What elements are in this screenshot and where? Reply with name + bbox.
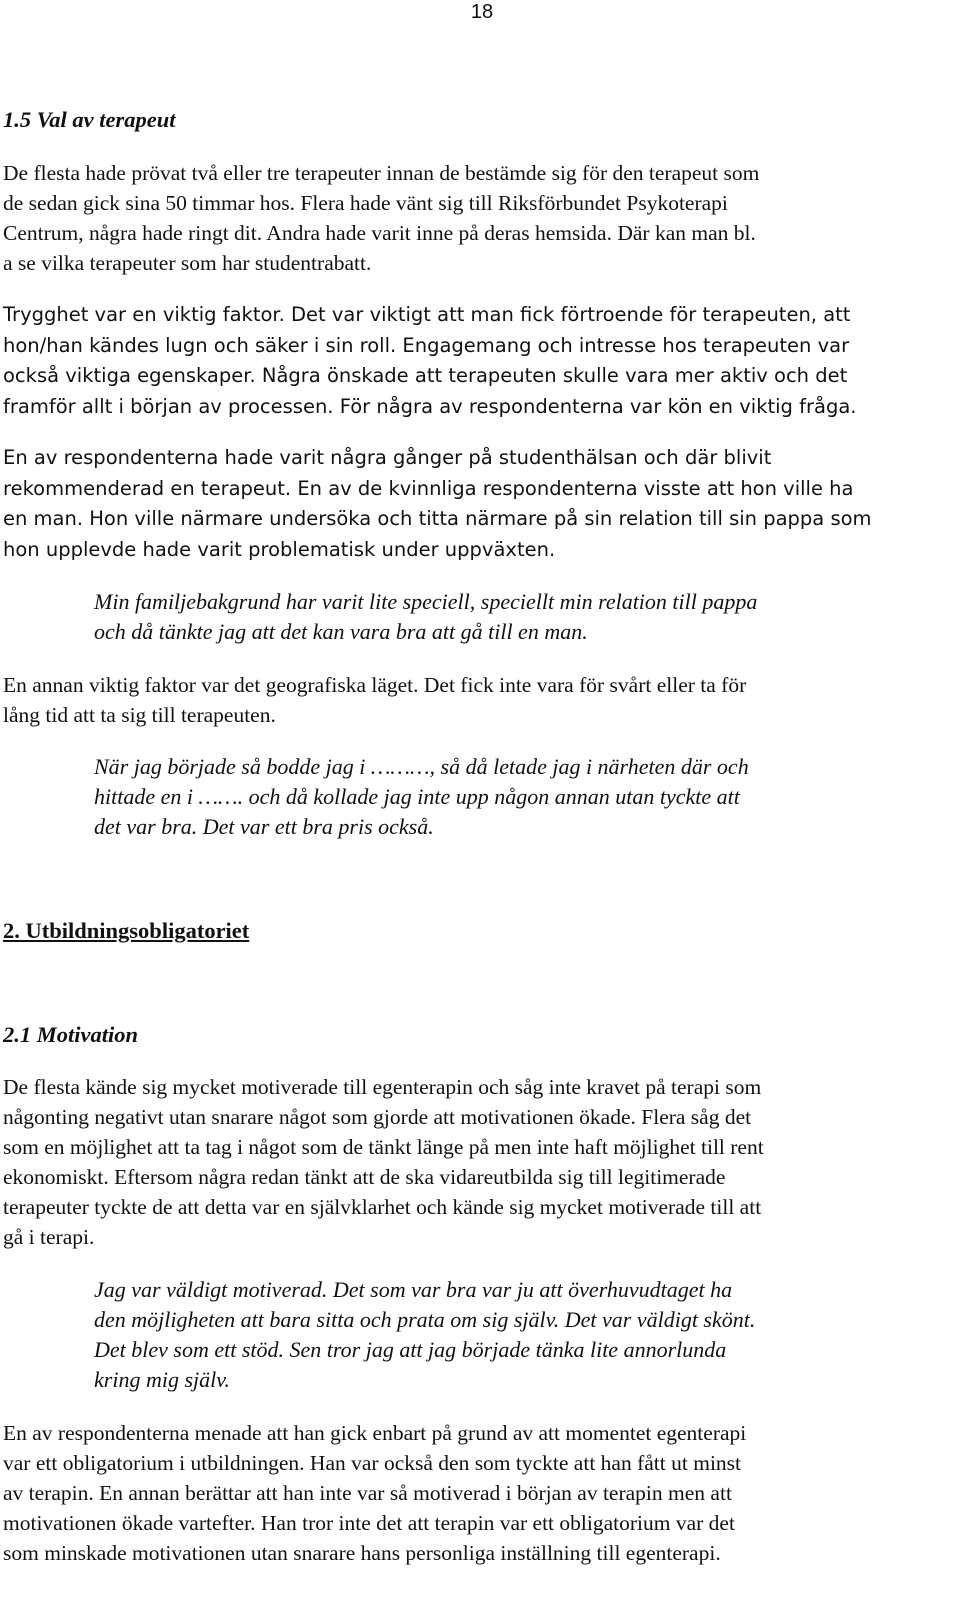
text-line: terapeuter tyckte de att detta var en självklarhet och kände sig mycket motiverade till att: [3, 1195, 762, 1219]
text-line: De flesta kände sig mycket motiverade till egenterapin och såg inte kravet på terapi som: [3, 1075, 762, 1099]
text-line: a se vilka terapeuter som har studentrabatt.: [3, 251, 372, 275]
quote-line: Jag var väldigt motiverad. Det som var bra var ju att överhuvudtaget ha: [94, 1277, 733, 1302]
text-line: också viktiga egenskaper. Några önskade att terapeuten skulle vara mer aktiv och det: [3, 364, 848, 387]
text-line: en man. Hon ville närmare undersöka och titta närmare på sin relation till sin pappa som: [3, 507, 872, 530]
text-line: av terapin. En annan berättar att han inte var så motiverad i början av terapin men att: [3, 1481, 732, 1505]
text-line: hon upplevde hade varit problematisk under uppväxten.: [3, 537, 556, 561]
paragraph-2-1-2: [3, 1418, 746, 1568]
text-line: En av respondenterna menade att han gick enbart på grund av att momentet egenterapi: [3, 1421, 747, 1445]
quote-line: den möjligheten att bara sitta och prata om sig själv. Det var väldigt skönt.: [94, 1307, 756, 1332]
text-line: var ett obligatorium i utbildningen. Han var också den som tyckte att han fått ut minst: [3, 1451, 742, 1475]
quote-line: och då tänkte jag att det kan vara bra att gå till en man.: [94, 619, 588, 644]
text-line: Trygghet var en viktig faktor. Det var viktigt att man fick förtroende för terapeuten, att: [3, 303, 851, 326]
page-number: 18: [470, 1, 494, 23]
text-line: de sedan gick sina 50 timmar hos. Flera hade vänt sig till Riksförbundet Psykoterapi: [3, 191, 728, 215]
text-line: gå i terapi.: [3, 1225, 95, 1249]
text-line: motivationen ökade vartefter. Han tror inte det att terapin var ett obligatorium var det: [3, 1511, 735, 1535]
paragraph-2-1-1: [3, 1072, 764, 1252]
text-line: En av respondenterna hade varit några gånger på studenthälsan och där blivit: [3, 446, 772, 469]
paragraph-1-5-1: [3, 158, 759, 278]
text-line: lång tid att ta sig till terapeuten.: [3, 703, 276, 727]
text-line: ekonomiskt. Eftersom några redan tänkt att de ska vidareutbilda sig till legitimerade: [3, 1165, 726, 1189]
quote-1-5-2: [94, 752, 749, 842]
quote-line: Det blev som ett stöd. Sen tror jag att jag började tänka lite annorlunda: [94, 1337, 727, 1362]
quote-line: hittade en i ……. och då kollade jag inte upp någon annan utan tyckte att: [94, 784, 740, 809]
paragraph-1-5-4: [3, 670, 746, 730]
quote-line: det var bra. Det var ett bra pris också.: [94, 814, 434, 839]
quote-2-1-1: [94, 1275, 755, 1395]
paragraph-1-5-2: [3, 300, 856, 422]
section-heading-2: 2. Utbildningsobligatoriet: [3, 918, 250, 943]
text-line: någonting negativt utan snarare något som gjorde att motivationen ökade. Flera såg det: [3, 1105, 752, 1129]
quote-line: När jag började så bodde jag i ………, så då letade jag i närheten där och: [94, 754, 749, 779]
text-line: De flesta hade prövat två eller tre terapeuter innan de bestämde sig för den terapeut som: [3, 161, 760, 185]
quote-line: Min familjebakgrund har varit lite speciell, speciellt min relation till pappa: [94, 589, 758, 614]
quote-1-5-1: [94, 587, 757, 647]
text-line: Centrum, några hade ringt dit. Andra hade varit inne på deras hemsida. Där kan man bl.: [3, 221, 756, 245]
text-line: som en möjlighet att ta tag i något som de tänkt länge på men inte haft möjlighet till rent: [3, 1135, 764, 1159]
text-line: En annan viktig faktor var det geografiska läget. Det fick inte vara för svårt eller ta för: [3, 673, 747, 697]
quote-line: kring mig själv.: [94, 1367, 230, 1392]
text-line: hon/han kändes lugn och säker i sin roll. Engagemang och intresse hos terapeuten var: [3, 333, 850, 357]
section-heading-1-5: 1.5 Val av terapeut: [3, 107, 176, 132]
section-heading-2-1: 2.1 Motivation: [3, 1022, 139, 1047]
text-line: som minskade motivationen utan snarare hans personliga inställning till egenterapi.: [3, 1541, 721, 1565]
text-line: rekommenderad en terapeut. En av de kvinnliga respondenterna visste att hon ville ha: [3, 476, 854, 500]
text-line: framför allt i början av processen. För några av respondenterna var kön en viktig fråga.: [3, 394, 857, 418]
paragraph-1-5-3: [3, 443, 872, 565]
